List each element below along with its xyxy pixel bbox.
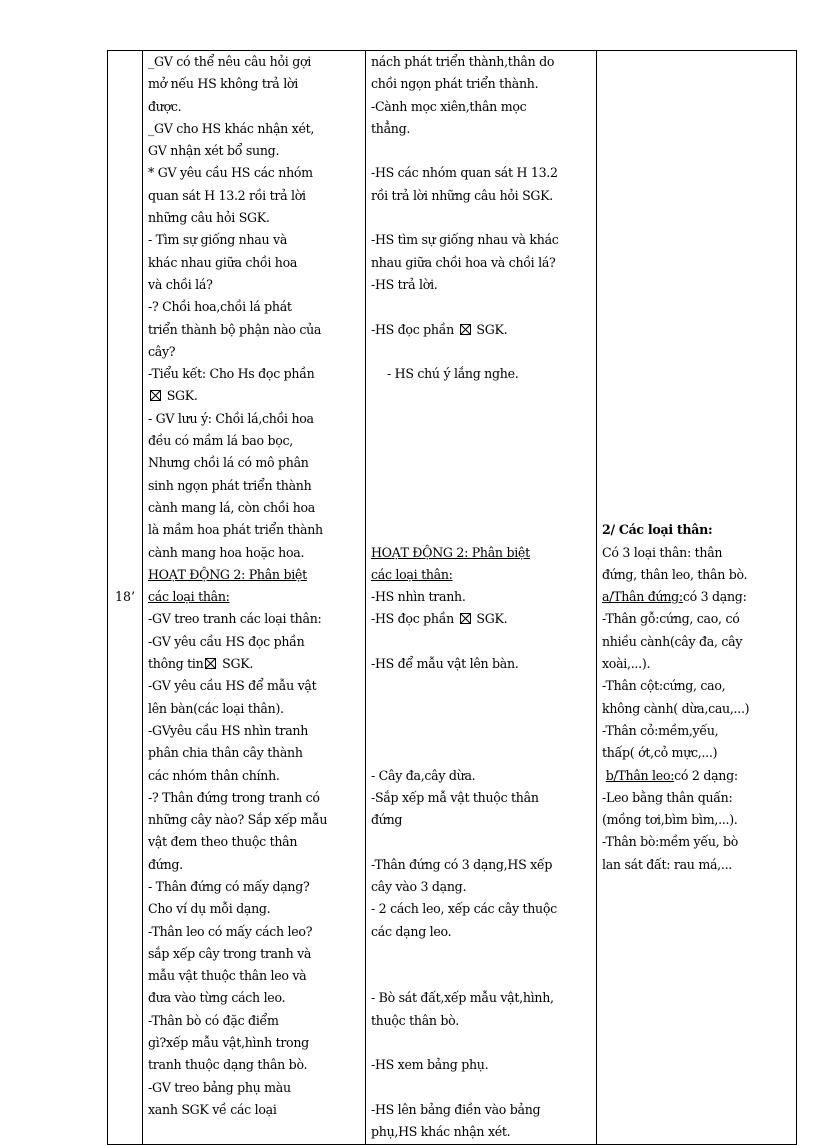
student-line [371, 631, 592, 653]
teacher-line: gì?xếp mẫu vật,hình trong [148, 1035, 309, 1051]
content-line: -Thân cột:cứng, cao, [602, 678, 726, 694]
teacher-line: -Thân leo có mấy cách leo? [148, 923, 313, 939]
teacher-info-line: thông tin SGK. [148, 656, 254, 672]
teacher-line: - GV lưu ý: Chồi lá,chồi hoa [148, 410, 314, 426]
table-row [108, 51, 797, 1145]
student-line: phụ,HS khác nhận xét. [371, 1124, 511, 1140]
student-line [371, 296, 592, 318]
teacher-line: GV nhận xét bổ sung. [148, 143, 280, 159]
teacher-line: -GV yêu cầu HS để mẫu vật [148, 678, 317, 694]
teacher-line: đều có mầm lá bao bọc, [148, 433, 293, 449]
teacher-line: * GV yêu cầu HS các nhóm [148, 165, 313, 181]
lesson-table [107, 50, 797, 1145]
student-line: nhau giữa chồi hoa và chồi lá? [371, 254, 556, 270]
teacher-line: sắp xếp cây trong tranh và [148, 945, 312, 961]
student-line: - Cây đa,cây dừa. [371, 767, 476, 783]
teacher-block-2 [148, 408, 361, 564]
content-line: -Leo bằng thân quấn: [602, 789, 733, 805]
content-subheading-b: b/Thân leo:có 2 dạng: [605, 767, 738, 783]
student-line: -Thân đứng có 3 dạng,HS xếp [371, 856, 553, 872]
student-line [371, 1077, 592, 1099]
student-line [371, 1032, 592, 1054]
teacher-line: tranh thuộc dạng thân bò. [148, 1057, 308, 1073]
student-line [371, 698, 592, 720]
teacher-activity-cell [143, 51, 366, 1145]
student-line: -HS nhìn tranh. [371, 589, 466, 605]
teacher-line: những cây nào? Sắp xếp mẫu [148, 812, 328, 828]
student-line: cây vào 3 dạng. [371, 878, 467, 894]
teacher-heading-hd2-cont: các loại thân: [148, 589, 230, 605]
student-line: -Cành mọc xiên,thân mọc [371, 98, 527, 114]
checkbox-icon [205, 658, 216, 669]
student-line: -HS các nhóm quan sát H 13.2 [371, 165, 558, 181]
student-line: -Sắp xếp mẫ vật thuộc thân [371, 789, 539, 805]
student-line: nách phát triển thành,thân do [371, 54, 555, 69]
student-line: - 2 cách leo, xếp các cây thuộc [371, 901, 557, 917]
content-line: nhiều cành(cây đa, cây [602, 633, 743, 649]
student-line: rồi trả lời những câu hỏi SGK. [371, 187, 553, 203]
teacher-line: _GV có thể nêu câu hỏi gợi [148, 54, 311, 69]
content-line: thấp( ớt,cỏ mực,...) [602, 745, 718, 761]
content-line: xoài,...). [602, 656, 651, 672]
content-line: -Thân bò:mềm yếu, bò [602, 834, 739, 850]
teacher-line: đứng. [148, 856, 183, 872]
student-heading-hd2: HOẠT ĐỘNG 2: Phân biệt [371, 544, 530, 560]
checkbox-icon [150, 390, 161, 401]
student-line [371, 831, 592, 853]
teacher-line: -GV yêu cầu HS đọc phần [148, 633, 305, 649]
teacher-line: cành mang lá, còn chồi hoa [148, 499, 316, 515]
teacher-line: được. [148, 98, 182, 114]
teacher-line: khác nhau giữa chồi hoa [148, 254, 298, 270]
content-title: 2/ Các loại thân: [602, 522, 713, 538]
student-line [371, 720, 592, 742]
student-line-blank [371, 341, 592, 363]
content-cell [597, 51, 797, 1145]
teacher-line: sinh ngọn phát triển thành [148, 477, 312, 493]
teacher-line: -GVyêu cầu HS nhìn tranh [148, 722, 309, 738]
teacher-line: triển thành bộ phận nào của [148, 321, 322, 337]
student-line: -HS trả lời. [371, 276, 438, 292]
teacher-line: - Tìm sự giống nhau và [148, 232, 288, 248]
content-line: lan sát đất: rau má,... [602, 856, 732, 872]
content-block-a [602, 608, 792, 764]
student-listen-line: - HS chú ý lắng nghe. [387, 366, 519, 382]
content-subheading-a: a/Thân đứng:có 3 dạng: [602, 589, 747, 605]
teacher-block-4 [148, 675, 361, 1121]
student-line: -HS tìm sự giống nhau và khác [371, 232, 559, 248]
teacher-line: -GV treo bảng phụ màu [148, 1079, 291, 1095]
teacher-heading-hd2: HOẠT ĐỘNG 2: Phân biệt [148, 566, 307, 582]
student-line: -HS xem bảng phụ. [371, 1057, 489, 1073]
student-line [371, 742, 592, 764]
student-line: -HS để mẫu vật lên bàn. [371, 656, 519, 672]
teacher-block-1 [148, 51, 361, 385]
teacher-line: vật đem theo thuộc thân [148, 834, 298, 850]
teacher-line: các nhóm thân chính. [148, 767, 280, 783]
teacher-line: phân chia thân cây thành [148, 745, 303, 761]
teacher-line: đưa vào từng cách leo. [148, 990, 286, 1006]
teacher-line: Nhưng chồi lá có mô phân [148, 455, 309, 471]
teacher-line: -Thân bò có đặc điểm [148, 1012, 279, 1028]
time-cell [108, 51, 143, 1145]
student-line: thuộc thân bò. [371, 1012, 459, 1028]
teacher-line: cây? [148, 343, 176, 359]
student-activity-cell [366, 51, 597, 1145]
student-line: thẳng. [371, 120, 411, 136]
teacher-line: Cho ví dụ mỗi dạng. [148, 901, 271, 917]
teacher-sgk-line: SGK. [148, 385, 361, 407]
teacher-line: -? Thân đứng trong tranh có [148, 789, 320, 805]
teacher-line: -Tiểu kết: Cho Hs đọc phần [148, 366, 315, 382]
student-line [371, 140, 592, 162]
teacher-line: -GV treo tranh các loại thân: [148, 611, 322, 627]
student-line: các dạng leo. [371, 923, 452, 939]
teacher-line: _GV cho HS khác nhận xét, [148, 120, 315, 136]
student-line: - Bò sát đất,xếp mẫu vật,hình, [371, 990, 554, 1006]
student-line: chồi ngọn phát triển thành. [371, 76, 539, 92]
teacher-line: cành mang hoa hoặc hoa. [148, 544, 305, 560]
student-block-2 [371, 631, 592, 1144]
content-block-b [602, 787, 792, 876]
teacher-line: - Thân đứng có mấy dạng? [148, 878, 310, 894]
content-line: Có 3 loại thân: thân [602, 544, 723, 560]
time-label: 18’ [114, 589, 136, 605]
content-line: đứng, thân leo, thân bò. [602, 566, 748, 582]
student-line [371, 943, 592, 965]
teacher-line: mở nếu HS không trả lời [148, 76, 298, 92]
content-line: (mồng tơi,bìm bìm,...). [602, 812, 738, 828]
teacher-line: xanh SGK về các loại [148, 1101, 277, 1117]
checkbox-icon [460, 613, 471, 624]
teacher-line: mẫu vật thuộc thân leo và [148, 968, 307, 984]
student-doc-line: -HS đọc phần SGK. [371, 321, 508, 337]
student-line: đứng [371, 812, 403, 828]
student-block-1 [371, 51, 592, 319]
teacher-line: quan sát H 13.2 rồi trả lời [148, 187, 306, 203]
student-line [371, 675, 592, 697]
content-line: -Thân cỏ:mềm,yếu, [602, 722, 719, 738]
teacher-line: lên bàn(các loại thân). [148, 700, 284, 716]
teacher-line: những câu hỏi SGK. [148, 210, 270, 226]
content-line: -Thân gỗ:cứng, cao, có [602, 611, 740, 627]
teacher-line: -? Chồi hoa,chồi lá phát [148, 299, 292, 315]
checkbox-icon [460, 324, 471, 335]
teacher-line: là mầm hoa phát triển thành [148, 522, 323, 538]
student-line: -HS lên bảng điền vào bảng [371, 1101, 541, 1117]
content-line: không cành( dừa,cau,...) [602, 700, 750, 716]
student-line [371, 207, 592, 229]
teacher-line: và chồi lá? [148, 276, 213, 292]
student-heading-hd2-cont: các loại thân: [371, 566, 453, 582]
student-line [371, 965, 592, 987]
student-read-line: -HS đọc phần SGK. [371, 611, 508, 627]
